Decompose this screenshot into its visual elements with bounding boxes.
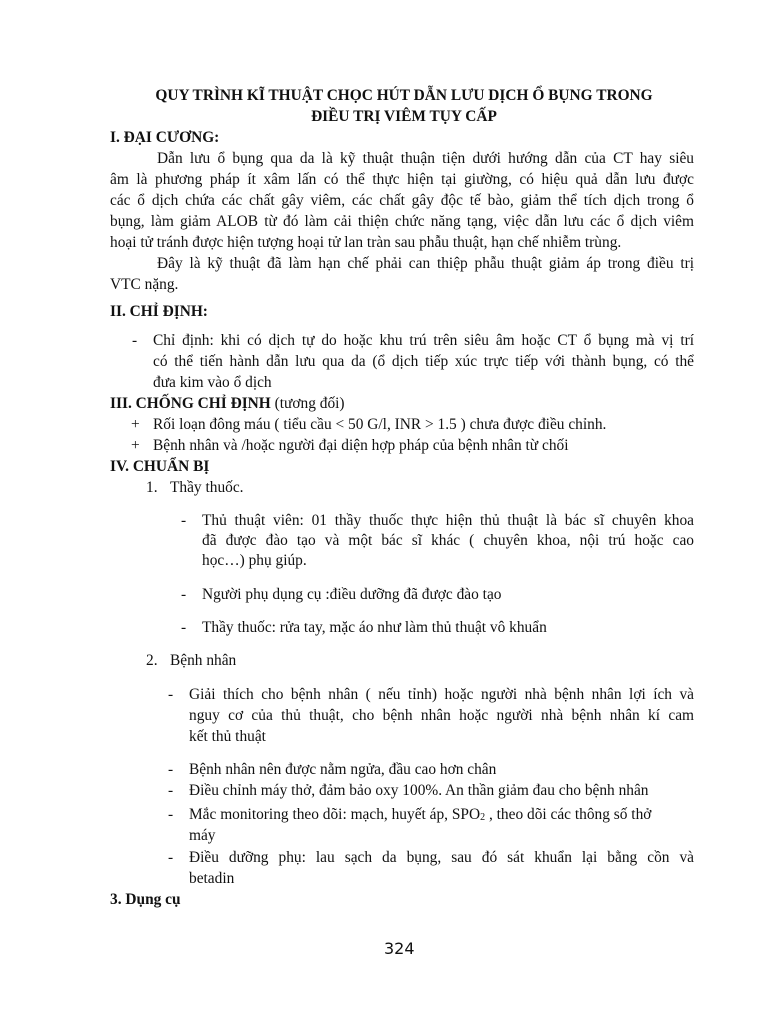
section-3-heading: [110, 394, 345, 414]
section-3-heading-note: (tương đối): [270, 395, 345, 412]
sub-2-item-3-bullet: -: [168, 782, 174, 799]
sub-2-item-5-line-1: Điều dưỡng phụ: lau sạch da bụng, sau đó sát khuẩn lại bằng cồn và: [189, 849, 694, 866]
sub-2-item-1-line-3: kết thủ thuật: [189, 728, 266, 745]
section-2-line-1: Chỉ định: khi có dịch tự do hoặc khu trú trên siêu âm hoặc CT ổ bụng mà vị trí: [153, 332, 694, 349]
sub-1-item-1-line-1: Thủ thuật viên: 01 thầy thuốc thực hiện thủ thuật là bác sĩ chuyên khoa: [202, 512, 694, 529]
sub-2-item-5-bullet: -: [168, 849, 174, 866]
page-number: 324: [384, 939, 415, 958]
section-3-item-1: Rối loạn đông máu ( tiểu cầu < 50 G/l, INR > 1.5 ) chưa được điều chỉnh.: [153, 416, 607, 433]
sub-2-item-3: Điều chỉnh máy thở, đảm bảo oxy 100%. An thần giảm đau cho bệnh nhân: [189, 782, 649, 799]
sub-1-item-1-line-3: học…) phụ giúp.: [202, 552, 307, 569]
sub-1-item-2: Người phụ dụng cụ :điều dưỡng đã được đào tạo: [202, 586, 502, 603]
sub-2-item-2-bullet: -: [168, 761, 174, 778]
sub-2-item-2: Bệnh nhân nên được nằm ngửa, đầu cao hơn chân: [189, 761, 497, 778]
section-1-p1-line-5: hoại tử tránh được hiện tượng hoại tử lan tràn sau phẫu thuật, hạn chế nhiễm trùng.: [110, 234, 622, 251]
section-1-p2-line-1: Đây là kỹ thuật đã làm hạn chế phải can thiệp phẫu thuật giảm áp trong điều trị: [157, 255, 694, 272]
title-line-1: QUY TRÌNH KĨ THUẬT CHỌC HÚT DẪN LƯU DỊCH Ổ BỤNG TRONG: [155, 87, 653, 104]
sub-2-item-4-line-1: [189, 805, 694, 825]
sub-2-item-1-bullet: -: [168, 686, 174, 703]
sub-2-item-5-line-2: betadin: [189, 870, 235, 887]
section-4-heading: IV. CHUẨN BỊ: [110, 458, 210, 475]
sub-1-number: 1.: [146, 479, 158, 496]
sub-1-label: Thầy thuốc.: [170, 479, 244, 496]
section-2-line-2: có thể tiến hành dẫn lưu qua da (ổ dịch tiếp xúc trực tiếp với thành bụng, có thể: [153, 353, 694, 370]
sub-1-item-1-bullet: -: [181, 512, 187, 529]
section-3-item-2: Bệnh nhân và /hoặc người đại diện hợp pháp của bệnh nhân từ chối: [153, 437, 569, 454]
sub-2-label: Bệnh nhân: [170, 652, 237, 669]
sub-1-item-1-line-2: đã được đào tạo và một bác sĩ khác ( chuyên khoa, nội trú hoặc cao: [202, 532, 694, 549]
subscript-2: 2: [480, 812, 486, 823]
section-2-line-3: đưa kim vào ổ dịch: [153, 374, 272, 391]
sub-2-item-1-line-2: nguy cơ của thủ thuật, cho bệnh nhân hoặc người nhà bệnh nhân kí cam: [189, 707, 694, 724]
sub-2-item-4-bullet: -: [168, 806, 174, 823]
section-1-p1-line-3: các ổ dịch chứa các chất gây viêm, các chất gây độc tế bào, giảm thể tích dịch trong ổ: [110, 192, 694, 209]
sub-1-item-2-bullet: -: [181, 586, 187, 603]
sub-2-item-4-line-2: máy: [189, 827, 216, 844]
section-1-p2-line-2: VTC nặng.: [110, 276, 179, 293]
section-3-bullet-2: +: [131, 437, 140, 454]
section-1-heading: I. ĐẠI CƯƠNG:: [110, 129, 220, 146]
section-1-p1-line-2: âm là phương pháp ít xâm lấn có thể thực hiện tại giường, có hiệu quả dẫn lưu được: [110, 171, 694, 188]
sub-2-item-1-line-1: Giải thích cho bệnh nhân ( nếu tỉnh) hoặc người nhà bệnh nhân lợi ích và: [189, 686, 694, 703]
sub-1-item-3-bullet: -: [181, 619, 187, 636]
section-3-bullet-1: +: [131, 416, 140, 433]
section-3-heading-bold: III. CHỐNG CHỈ ĐỊNH: [110, 395, 271, 412]
sub-2-item-4-part-a: Mắc monitoring theo dõi: mạch, huyết áp, $SPO_2$ , theo dõi các thông số thở: [189, 806, 652, 823]
section-2-heading: II. CHỈ ĐỊNH:: [110, 303, 208, 320]
section-1-p1-line-4: bụng, làm giảm ALOB từ đó làm cải thiện chức năng tạng, việc dẫn lưu các ổ dịch viêm: [110, 213, 694, 230]
section-2-bullet: -: [132, 332, 138, 349]
sub-2-number: 2.: [146, 652, 158, 669]
title-line-2: ĐIỀU TRỊ VIÊM TỤY CẤP: [311, 108, 497, 125]
sub-3-heading: 3. Dụng cụ: [110, 891, 181, 908]
sub-1-item-3: Thầy thuốc: rửa tay, mặc áo như làm thủ thuật vô khuẩn: [202, 619, 547, 636]
section-1-p1-line-1: Dẫn lưu ổ bụng qua da là kỹ thuật thuận tiện dưới hướng dẫn của CT hay siêu: [157, 150, 694, 167]
